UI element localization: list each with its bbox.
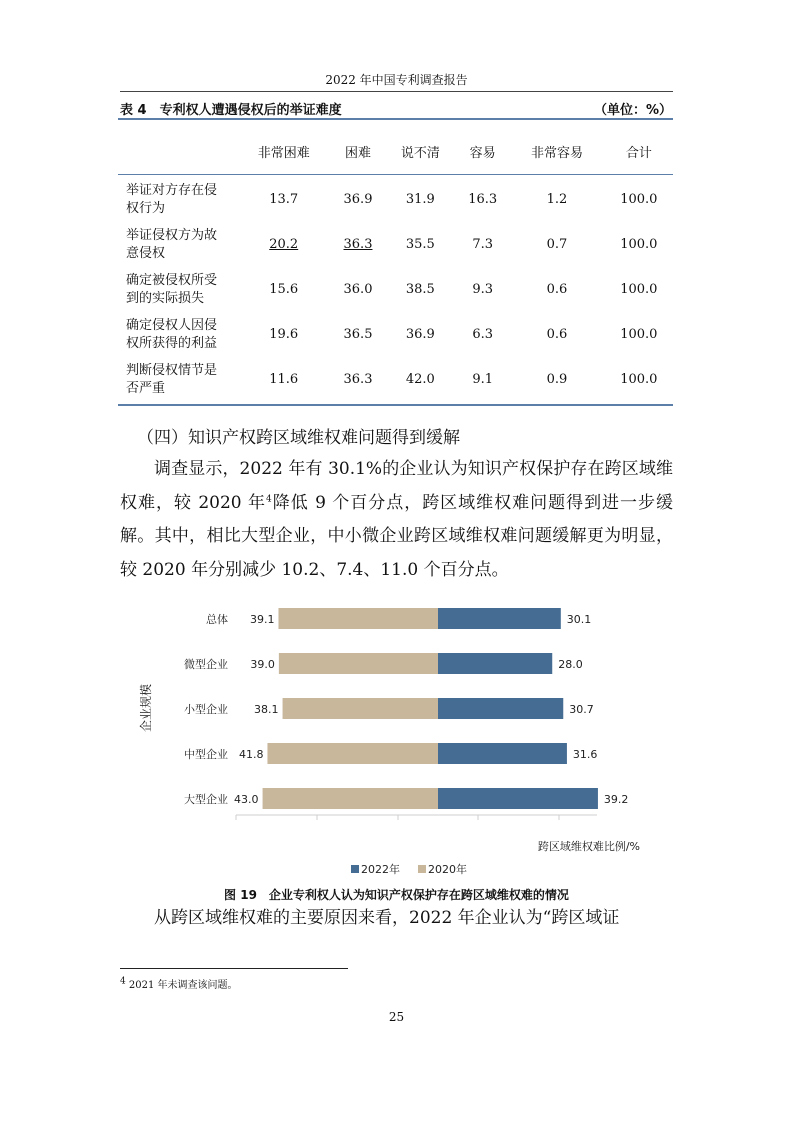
table-unit: （单位：%） <box>593 103 672 118</box>
category-label: 微型企业 <box>184 658 228 671</box>
column-header: 合计 <box>625 145 652 161</box>
bar-2020-2 <box>283 698 438 719</box>
page-number: 25 <box>388 1010 405 1024</box>
bar-2020-0 <box>278 608 438 629</box>
table-cell: 9.1 <box>472 372 494 387</box>
legend <box>351 862 467 876</box>
table-cell: 1.2 <box>546 192 568 207</box>
bar-2020-3 <box>267 743 438 764</box>
data-label-2020: 38.1 <box>254 703 279 716</box>
data-label-2022: 31.6 <box>572 748 598 761</box>
body-paragraph-2: 从跨区域维权难的主要原因来看，2022 年企业认为“跨区域证 <box>154 908 620 928</box>
data-label-2020: 43.0 <box>234 793 259 806</box>
data-label-2020: 39.0 <box>250 658 275 671</box>
table-cell: 100.0 <box>620 327 658 342</box>
legend-swatch-2020 <box>418 865 426 873</box>
column-header: 说不清 <box>400 145 440 161</box>
bar-chart <box>120 598 673 898</box>
table-top-rule <box>118 118 673 120</box>
footnote-text: 2021 年未调查该问题。 <box>128 980 238 991</box>
legend-label-2020: 2020年 <box>428 863 467 876</box>
category-label: 总体 <box>206 613 228 626</box>
footnote-marker: 4 <box>120 976 126 987</box>
data-label-2022: 28.0 <box>558 658 583 671</box>
y-axis-label: 企业规模 <box>139 683 153 733</box>
table-cell: 31.9 <box>405 192 435 207</box>
section-heading: （四）知识产权跨区域维权难问题得到缓解 <box>137 428 460 448</box>
bar-2020-4 <box>263 788 438 809</box>
table-cell: 15.6 <box>269 282 299 297</box>
table-row <box>118 267 673 312</box>
table-cell: 0.7 <box>546 237 568 252</box>
legend-label-2022: 2022年 <box>361 863 400 876</box>
footnote <box>120 976 238 991</box>
data-label-2022: 30.1 <box>566 613 592 626</box>
table-row <box>118 357 673 402</box>
bar-2022-2 <box>438 698 563 719</box>
table-cell: 42.0 <box>405 372 435 387</box>
bar-2022-3 <box>438 743 567 764</box>
bar-2022-1 <box>438 653 552 674</box>
table-caption: 表 4 专利权人遭遇侵权后的举证难度 <box>120 103 342 118</box>
table-cell: 100.0 <box>620 372 658 387</box>
column-header: 非常困难 <box>257 145 310 161</box>
table-cell: 100.0 <box>620 237 658 252</box>
table-cell: 0.6 <box>546 282 568 297</box>
table-cell: 36.9 <box>343 192 373 207</box>
bar-2022-0 <box>438 608 561 629</box>
category-label: 大型企业 <box>184 793 228 806</box>
body-paragraph: 调查显示，2022 年有 30.1%的企业认为知识产权保护存在跨区域维权难，较 2020 年$^4$降低 9 个百分点，跨区域维权难问题得到进一步缓解。其中，相比大型企业，中小微企业跨区域维权难问题缓解更为明显，较 2020 年分别减少 10.2、7.4、11.0 个百分点。 <box>120 459 674 580</box>
table-cell: 38.5 <box>405 282 435 297</box>
footnote-ref: 4 <box>265 493 272 504</box>
row-label: 确定被侵权所受 到的实际损失 <box>126 272 218 306</box>
running-header: 2022 年中国专利调查报告 <box>325 73 468 87</box>
table-row <box>118 312 673 357</box>
column-header: 容易 <box>469 145 496 161</box>
table-cell: 11.6 <box>269 372 299 387</box>
table-cell: 35.5 <box>405 237 435 252</box>
row-label: 举证侵权方为故 意侵权 <box>126 227 218 261</box>
table-header-row <box>118 131 673 171</box>
table-cell: 36.5 <box>343 327 373 342</box>
figure-caption: 图 19 企业专利权人认为知识产权保护存在跨区域维权难的情况 <box>224 888 569 902</box>
table-cell: 100.0 <box>620 192 658 207</box>
table-cell: 36.9 <box>405 327 435 342</box>
footnote-rule <box>120 968 348 969</box>
data-label-2022: 39.2 <box>603 793 629 806</box>
column-header: 非常容易 <box>530 145 583 161</box>
data-label-2022: 30.7 <box>569 703 594 716</box>
table-row <box>118 222 673 267</box>
chart-svg <box>120 598 673 878</box>
table-cell: 36.0 <box>343 282 373 297</box>
bar-2020-1 <box>279 653 438 674</box>
table-cell: 36.3 <box>343 237 373 252</box>
x-axis-label: 跨区域维权难比例/% <box>537 840 640 853</box>
table-cell: 36.3 <box>343 372 373 387</box>
table-cell: 19.6 <box>269 327 299 342</box>
table-cell: 20.2 <box>269 237 299 252</box>
category-label: 小型企业 <box>184 703 228 716</box>
category-label: 中型企业 <box>184 748 228 761</box>
difficulty-table <box>118 131 673 402</box>
table-cell: 0.9 <box>546 372 568 387</box>
row-label: 确定侵权人因侵 权所获得的利益 <box>126 317 218 351</box>
data-label-2020: 41.8 <box>238 748 264 761</box>
table-cell: 13.7 <box>269 192 299 207</box>
row-label: 判断侵权情节是 否严重 <box>126 362 218 396</box>
table-cell: 100.0 <box>620 282 658 297</box>
table-cell: 16.3 <box>468 192 498 207</box>
legend-swatch-2022 <box>351 865 359 873</box>
table-cell: 0.6 <box>546 327 568 342</box>
table-cell: 9.3 <box>472 282 494 297</box>
header-rule <box>120 91 673 92</box>
table-row <box>118 177 673 222</box>
table-cell: 6.3 <box>472 327 494 342</box>
row-label: 举证对方存在侵 权行为 <box>126 182 218 216</box>
bar-2022-4 <box>438 788 598 809</box>
table-header-corner <box>118 131 236 171</box>
data-label-2020: 39.1 <box>249 613 275 626</box>
column-header: 困难 <box>344 145 371 161</box>
table-bottom-rule <box>118 404 673 406</box>
table-cell: 7.3 <box>472 237 494 252</box>
